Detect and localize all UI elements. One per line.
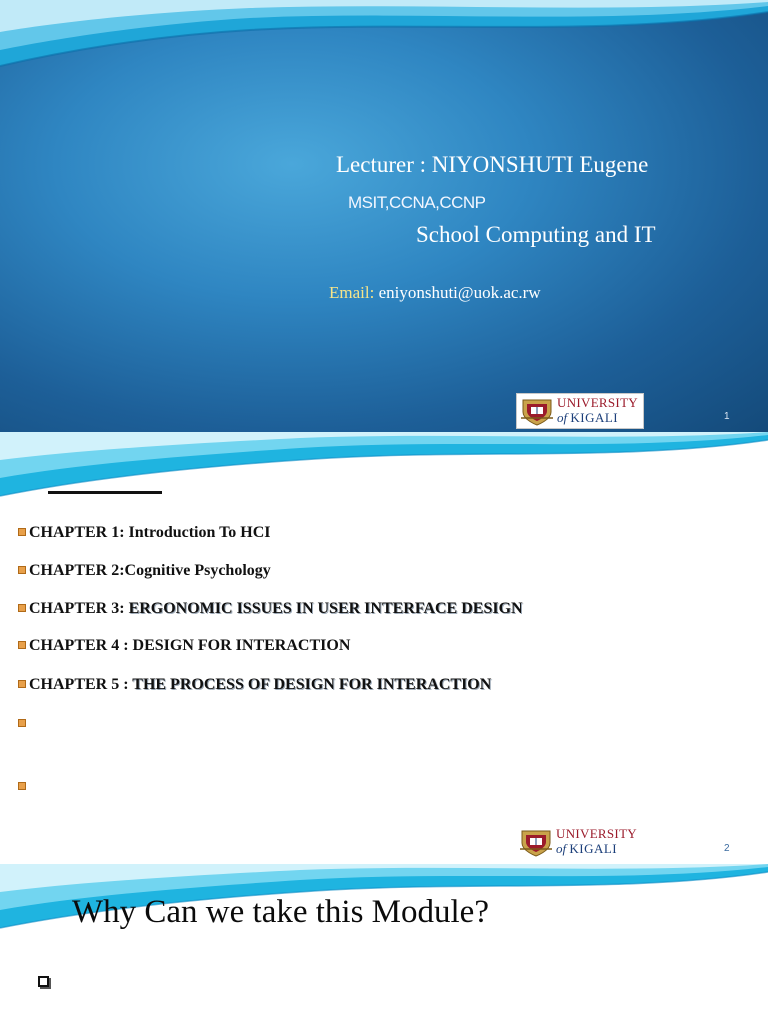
chapter-item-1: CHAPTER 1: Introduction To HCI [18, 524, 271, 542]
email-label: Email: [329, 283, 379, 302]
logo-text-kigali: of KIGALI [556, 841, 618, 856]
top-wave-decoration [0, 0, 768, 80]
square-bullet-icon [38, 976, 49, 987]
lecturer-name: Lecturer : NIYONSHUTI Eugene [336, 152, 649, 177]
slide-1-title [0, 0, 768, 432]
square-bullet-icon [18, 641, 26, 649]
square-bullet-icon [18, 604, 26, 612]
slide-3-module-purpose [0, 864, 768, 1024]
chapter-item-4: CHAPTER 4 : DESIGN FOR INTERACTION [18, 637, 350, 655]
email-address: eniyonshuti@uok.ac.rw [378, 283, 541, 302]
university-crest-icon [518, 827, 554, 857]
chapter-item-3: CHAPTER 3: ERGONOMIC ISSUES IN USER INTERFACE DESIGN [18, 600, 523, 618]
square-bullet-icon [18, 528, 26, 536]
square-bullet-icon [18, 719, 26, 727]
university-logo [516, 825, 644, 861]
square-bullet-icon [18, 566, 26, 574]
square-bullet-icon [18, 680, 26, 688]
slide-2-contents [0, 432, 768, 864]
empty-bullet-item [18, 778, 29, 796]
chapter-item-2: CHAPTER 2:Cognitive Psychology [18, 562, 271, 580]
email-row [329, 283, 541, 303]
slide-title: Why Can we take this Module? [72, 894, 489, 930]
school-name: School Computing and IT [416, 222, 656, 247]
logo-text-university: UNIVERSITY [556, 826, 637, 841]
logo-text-university: UNIVERSITY [557, 395, 638, 410]
empty-bullet-item [18, 715, 29, 733]
lecturer-qualifications: MSIT,CCNA,CCNP [348, 193, 486, 212]
square-bullet-icon [18, 782, 26, 790]
logo-text-kigali: of KIGALI [557, 410, 619, 425]
university-logo [516, 393, 644, 429]
chapter-item-5: CHAPTER 5 : THE PROCESS OF DESIGN FOR INTERACTION [18, 676, 491, 694]
slide-number: 1 [724, 411, 730, 422]
slide-number: 2 [724, 843, 730, 854]
university-crest-icon [519, 396, 555, 426]
title-underline [48, 491, 162, 494]
